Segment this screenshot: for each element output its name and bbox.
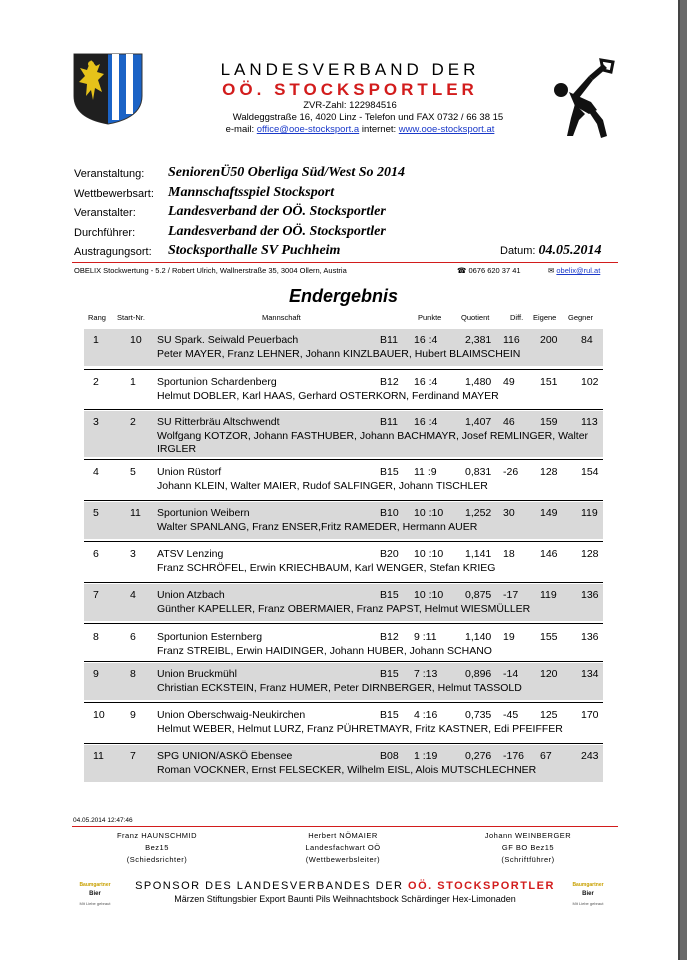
cell-rang: 8: [93, 631, 99, 643]
cell-team: Sportunion Weibern: [157, 507, 250, 519]
cell-diff: 116: [503, 334, 520, 346]
signature-schiedsrichter: [67, 830, 247, 866]
cell-eigene: 119: [540, 589, 557, 601]
cell-team: Union Oberschwaig-Neukirchen: [157, 709, 306, 721]
beer-word-left: Bier: [89, 891, 101, 897]
cell-klasse: B11: [380, 416, 398, 428]
cell-eigene: 67: [540, 750, 552, 762]
sig2-unit: Landesfachwart OÖ: [305, 843, 381, 852]
address-line: Waldeggstraße 16, 4020 Linz - Telefon und FAX 0732 / 66 38 15: [232, 112, 504, 123]
cell-startnr: 6: [130, 631, 136, 643]
col-quotient: Quotient: [461, 313, 490, 322]
cell-klasse: B11: [380, 334, 398, 346]
cell-eigene: 120: [540, 668, 558, 680]
software-mail: [548, 266, 600, 275]
cell-punkte: 16 :4: [414, 334, 438, 346]
cell-startnr: 5: [130, 466, 136, 478]
cell-punkte: 7 :13: [414, 668, 438, 680]
sig3-unit: GF BO Bez15: [501, 843, 555, 852]
cell-eigene: 146: [540, 548, 558, 560]
cell-rang: 7: [93, 589, 99, 601]
row-separator: [84, 661, 603, 662]
col-mannschaft: Mannschaft: [262, 313, 301, 322]
cell-eigene: 128: [540, 466, 558, 478]
veranstalter-value: Landesverband der OÖ. Stocksportler: [168, 204, 386, 219]
cell-players: Peter MAYER, Franz LEHNER, Johann KINZLBAUER, Hubert BLAIMSCHEIN: [157, 348, 521, 360]
cell-eigene: 125: [540, 709, 558, 721]
cell-quotient: 0,875: [465, 589, 492, 601]
austragungsort-value: Stocksporthalle SV Puchheim: [168, 243, 341, 258]
table-row: [84, 663, 603, 700]
cell-punkte: 10 :10: [414, 507, 444, 519]
cell-gegner: 170: [581, 709, 599, 721]
cell-players: Günther KAPELLER, Franz OBERMAIER, Franz PAPST, Helmut WIESMÜLLER: [157, 603, 531, 615]
datum-value: 04.05.2014: [538, 243, 602, 258]
cell-quotient: 0,896: [465, 668, 492, 680]
beer-tagline-left: Mit Liebe gebraut: [79, 901, 111, 906]
cell-klasse: B15: [380, 466, 399, 478]
cell-team: Union Rüstorf: [157, 466, 222, 478]
cell-team: SU Ritterbräu Altschwendt: [157, 416, 280, 428]
cell-startnr: 10: [130, 334, 142, 346]
cell-team: SPG UNION/ASKÖ Ebensee: [157, 750, 293, 762]
cell-gegner: 113: [581, 416, 598, 428]
cell-punkte: 16 :4: [414, 416, 438, 428]
sponsor-products: Märzen Stiftungsbier Export Baunti Pils Weihnachtsbock Schärdinger Hex-Limonaden: [174, 894, 516, 904]
cell-players: Helmut WEBER, Helmut LURZ, Franz PÜHRETMAYR, Fritz KASTNER, Edi PFEIFFER: [157, 723, 563, 735]
wettbewerbsart-label: Wettbewerbsart:: [74, 188, 154, 200]
sponsor-line: [120, 880, 570, 892]
cell-gegner: 128: [581, 548, 599, 560]
cell-eigene: 200: [540, 334, 558, 346]
cell-diff: 19: [503, 631, 515, 643]
cell-punkte: 10 :10: [414, 589, 444, 601]
row-separator: [84, 582, 603, 583]
sig3-role: (Schriftführer): [501, 855, 555, 864]
phone-number: 0676 620 37 41: [468, 266, 521, 275]
cell-quotient: 1,407: [465, 416, 492, 428]
sig1-role: (Schiedsrichter): [126, 855, 188, 864]
email-label: e-mail:: [225, 124, 255, 135]
datum-label: Datum:: [500, 245, 536, 257]
software-email-link[interactable]: obelix@rul.at: [556, 266, 601, 275]
cell-players: Franz STREIBL, Erwin HAIDINGER, Johann HUBER, Johann SCHANO: [157, 645, 492, 657]
cell-diff: 49: [503, 376, 515, 388]
austragungsort-label: Austragungsort:: [74, 246, 152, 258]
sig1-name: Franz HAUNSCHMID: [116, 831, 198, 840]
cell-team: ATSV Lenzing: [157, 548, 224, 560]
envelope-icon: ✉: [548, 266, 555, 275]
cell-gegner: 136: [581, 589, 599, 601]
cell-startnr: 2: [130, 416, 136, 428]
sig1-unit: Bez15: [145, 843, 169, 852]
phone-icon: ☎: [457, 266, 467, 275]
zvr-number: ZVR-Zahl: 122984516: [303, 100, 397, 111]
row-separator: [84, 702, 603, 703]
table-row: [84, 371, 603, 407]
cell-diff: -45: [503, 709, 519, 721]
col-startnr: Start-Nr.: [117, 313, 145, 322]
cell-klasse: B15: [380, 668, 399, 680]
sig2-role: (Wettbewerbsleiter): [305, 855, 381, 864]
beer-tagline-right: Mit Liebe gebraut: [572, 901, 604, 906]
cell-punkte: 11 :9: [414, 466, 437, 478]
table-row: [84, 704, 603, 741]
cell-quotient: 2,381: [465, 334, 492, 346]
row-separator: [84, 743, 603, 744]
stocksport-player-icon: [545, 58, 615, 142]
cell-startnr: 11: [130, 507, 141, 519]
cell-gegner: 102: [581, 376, 599, 388]
cell-diff: 30: [503, 507, 515, 519]
cell-quotient: 1,140: [465, 631, 492, 643]
cell-rang: 2: [93, 376, 99, 388]
cell-klasse: B20: [380, 548, 399, 560]
cell-punkte: 1 :19: [414, 750, 438, 762]
sig3-name: Johann WEINBERGER: [484, 831, 572, 840]
table-row: [84, 626, 603, 659]
footer-divider: [72, 826, 618, 827]
row-separator: [84, 500, 603, 501]
table-row: [84, 543, 603, 580]
table-row: [84, 502, 603, 539]
print-timestamp: 04.05.2014 12:47:46: [73, 817, 133, 824]
sponsor-red: OÖ. STOCKSPORTLER: [408, 880, 555, 892]
cell-rang: 1: [93, 334, 99, 346]
cell-diff: 46: [503, 416, 515, 428]
cell-startnr: 7: [130, 750, 136, 762]
cell-punkte: 9 :11: [414, 631, 437, 643]
coat-of-arms-icon: [72, 52, 144, 126]
cell-diff: -26: [503, 466, 519, 478]
cell-quotient: 0,276: [465, 750, 492, 762]
cell-team: SU Spark. Seiwald Peuerbach: [157, 334, 299, 346]
cell-players: Johann KLEIN, Walter MAIER, Rudof SALFINGER, Johann TISCHLER: [157, 480, 488, 492]
cell-punkte: 10 :10: [414, 548, 444, 560]
software-phone: [457, 266, 521, 275]
cell-team: Union Atzbach: [157, 589, 225, 601]
table-row: [84, 411, 603, 457]
cell-players: Walter SPANLANG, Franz ENSER,Fritz RAMEDER, Hermann AUER: [157, 521, 478, 533]
cell-rang: 6: [93, 548, 99, 560]
sig2-name: Herbert NÖMAIER: [308, 831, 378, 840]
page-shadow: [680, 0, 687, 960]
cell-klasse: B15: [380, 589, 399, 601]
cell-punkte: 4 :16: [414, 709, 438, 721]
internet-link[interactable]: www.ooe-stocksport.at: [398, 124, 495, 135]
veranstalter-label: Veranstalter:: [74, 207, 136, 219]
cell-klasse: B12: [380, 376, 399, 388]
cell-gegner: 154: [581, 466, 599, 478]
col-punkte: Punkte: [418, 313, 442, 322]
software-credit: OBELIX Stockwertung - 5.2 / Robert Ulrich, Wallnerstraße 35, 3004 Ollern, Austria: [74, 266, 347, 275]
cell-startnr: 1: [130, 376, 136, 388]
cell-gegner: 134: [581, 668, 599, 680]
cell-team: Union Bruckmühl: [157, 668, 237, 680]
beer-word-right: Bier: [582, 891, 594, 897]
row-separator: [84, 541, 603, 542]
cell-quotient: 0,735: [465, 709, 492, 721]
cell-gegner: 119: [581, 507, 598, 519]
event-date: [500, 243, 602, 259]
header-divider: [72, 262, 618, 263]
cell-players: Franz SCHRÖFEL, Erwin KRIECHBAUM, Karl WENGER, Stefan KRIEG: [157, 562, 496, 574]
cell-gegner: 136: [581, 631, 599, 643]
cell-quotient: 1,252: [465, 507, 492, 519]
cell-rang: 4: [93, 466, 99, 478]
cell-startnr: 3: [130, 548, 136, 560]
cell-startnr: 9: [130, 709, 136, 721]
durchfuehrer-label: Durchführer:: [74, 227, 136, 239]
table-row: [84, 461, 603, 498]
internet-label: internet:: [361, 124, 397, 135]
cell-rang: 10: [93, 709, 105, 721]
cell-players: Wolfgang KOTZOR, Johann FASTHUBER, Johann BACHMAYR, Josef REMLINGER, Walter IRGLER: [157, 430, 589, 455]
cell-quotient: 1,480: [465, 376, 492, 388]
cell-rang: 11: [93, 750, 104, 762]
cell-klasse: B10: [380, 507, 399, 519]
cell-quotient: 0,831: [465, 466, 492, 478]
sponsor-prefix: SPONSOR DES LANDESVERBANDES DER: [135, 880, 404, 892]
col-gegner: Gegner: [568, 313, 594, 322]
row-separator: [84, 459, 603, 460]
cell-players: Roman VOCKNER, Ernst FELSECKER, Wilhelm EISL, Alois MUTSCHLECHNER: [157, 764, 537, 776]
veranstaltung-value: SeniorenÜ50 Oberliga Süd/West So 2014: [168, 165, 405, 180]
cell-klasse: B08: [380, 750, 399, 762]
durchfuehrer-value: Landesverband der OÖ. Stocksportler: [168, 224, 386, 239]
cell-gegner: 84: [581, 334, 593, 346]
cell-klasse: B15: [380, 709, 399, 721]
cell-rang: 3: [93, 416, 99, 428]
signature-wettbewerbsleiter: [253, 830, 433, 866]
cell-eigene: 155: [540, 631, 558, 643]
row-separator: [84, 409, 603, 410]
cell-diff: -14: [503, 668, 519, 680]
results-title: Endergebnis: [288, 286, 399, 306]
cell-diff: -176: [503, 750, 525, 762]
table-row: [84, 745, 603, 782]
header-title-line2: OÖ. STOCKSPORTLER: [222, 80, 478, 99]
cell-players: Christian ECKSTEIN, Franz HUMER, Peter DIRNBERGER, Helmut TASSOLD: [157, 682, 522, 694]
cell-startnr: 4: [130, 589, 136, 601]
wettbewerbsart-value: Mannschaftsspiel Stocksport: [168, 185, 335, 200]
cell-eigene: 151: [540, 376, 558, 388]
cell-diff: -17: [503, 589, 519, 601]
cell-team: Sportunion Schardenberg: [157, 376, 277, 388]
cell-gegner: 243: [581, 750, 599, 762]
cell-eigene: 149: [540, 507, 558, 519]
table-row: [84, 329, 603, 366]
veranstaltung-label: Veranstaltung:: [74, 168, 145, 180]
cell-quotient: 1,141: [465, 548, 492, 560]
cell-team: Sportunion Esternberg: [157, 631, 263, 643]
col-diff: Diff.: [510, 313, 524, 322]
contact-line: [190, 124, 530, 136]
cell-rang: 9: [93, 668, 99, 680]
row-separator: [84, 369, 603, 370]
cell-eigene: 159: [540, 416, 558, 428]
cell-players: Helmut DOBLER, Karl HAAS, Gerhard OSTERKORN, Ferdinand MAYER: [157, 390, 499, 402]
cell-startnr: 8: [130, 668, 136, 680]
cell-diff: 18: [503, 548, 515, 560]
sponsor-logo-right: [568, 880, 608, 910]
col-eigene: Eigene: [533, 313, 557, 322]
cell-klasse: B12: [380, 631, 399, 643]
email-link[interactable]: office@ooe-stocksport.a: [256, 124, 360, 135]
table-row: [84, 584, 603, 621]
col-rang: Rang: [88, 313, 106, 322]
row-separator: [84, 623, 603, 624]
sponsor-logo-left: [75, 880, 115, 910]
cell-rang: 5: [93, 507, 99, 519]
beer-brand-right: Baumgartner: [572, 882, 604, 888]
beer-brand-left: Baumgartner: [79, 882, 111, 888]
header-title-line1: LANDESVERBAND DER: [220, 60, 480, 79]
signature-schriftfuehrer: [438, 830, 618, 866]
cell-punkte: 16 :4: [414, 376, 438, 388]
